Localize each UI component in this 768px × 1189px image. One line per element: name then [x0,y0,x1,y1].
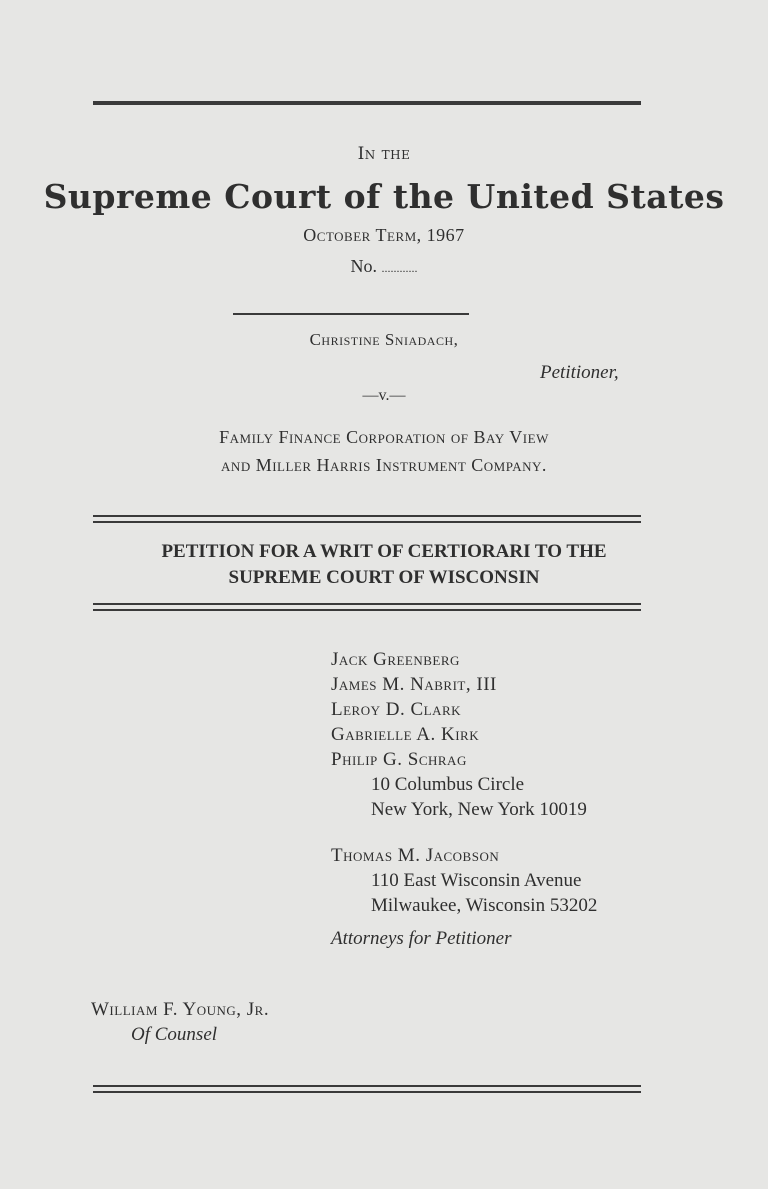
court-name: Supreme Court of the United States [43,177,725,216]
docket-blank: ............ [381,261,418,275]
top-rule [93,101,641,105]
attorney-name: Philip G. Schrag [331,749,467,770]
respondent-line-2: and Miller Harris Instrument Company. [221,455,547,475]
respondent-line-1: Family Finance Corporation of Bay View [219,427,549,447]
attorney-block [331,647,597,951]
in-the-heading: In the [357,144,411,164]
petition-rule-bottom [93,603,641,611]
attorney-name: Jack Greenberg [331,649,460,670]
counsel-block [91,997,269,1047]
petitioner-name: Christine Sniadach, [309,330,459,349]
counsel-role: Of Counsel [131,1024,218,1045]
versus: —v.— [362,387,406,404]
counsel-name: William F. Young, Jr. [91,999,270,1020]
term-line: October Term, 1967 [303,225,465,245]
short-rule [233,313,469,315]
address-line: New York, New York 10019 [371,799,587,820]
petition-title-line-2: SUPREME COURT OF WISCONSIN [228,567,540,588]
docket-label: No. [350,256,377,276]
address-line: 110 East Wisconsin Avenue [371,870,582,891]
attorneys-role: Attorneys for Petitioner [331,928,512,949]
bottom-rule [93,1085,641,1093]
address-line: Milwaukee, Wisconsin 53202 [371,895,598,916]
petitioner-role: Petitioner, [540,362,619,383]
attorney-name: Gabrielle A. Kirk [331,724,480,745]
attorney-name: James M. Nabrit, III [331,674,497,695]
attorney-name: Thomas M. Jacobson [331,845,500,866]
attorney-name: Leroy D. Clark [331,699,462,720]
docket-number [0,256,768,277]
petition-title-line-1: PETITION FOR A WRIT OF CERTIORARI TO THE [161,541,607,562]
address-line: 10 Columbus Circle [371,774,525,795]
petition-rule-top [93,515,641,523]
